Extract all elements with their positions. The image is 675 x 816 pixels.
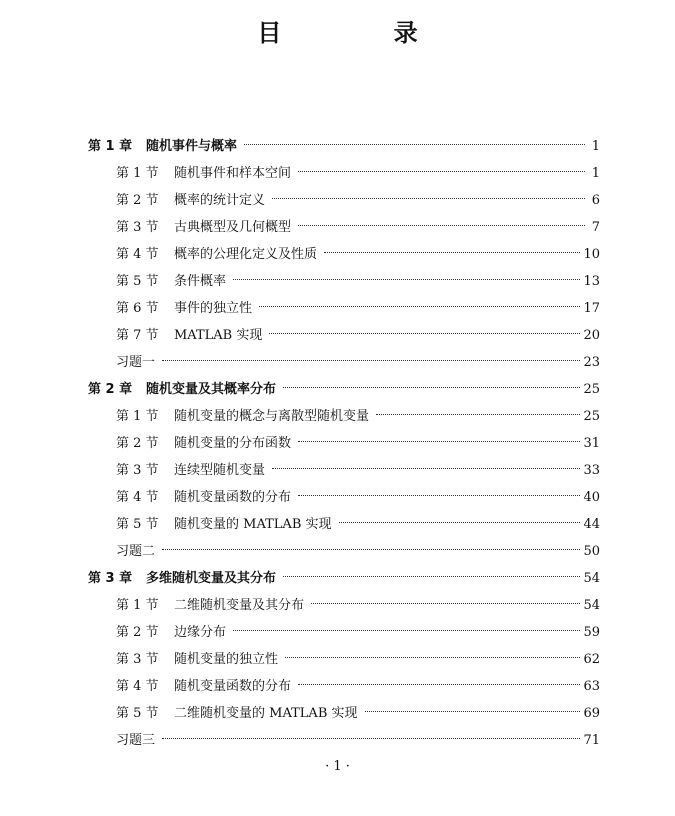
dot-leader [298,494,580,496]
toc-entry-title: 习题三 [116,733,156,748]
toc-entry-section [88,268,600,295]
toc-entry-title: 习题二 [116,544,156,559]
toc-entry-page: 6 [591,193,600,208]
table-of-contents [88,133,600,754]
dot-leader [244,143,585,145]
toc-entry-title: 随机变量的分布函数 [174,436,292,451]
dot-leader [324,251,580,253]
toc-entry-page: 44 [583,517,600,532]
toc-entry-section [88,214,600,241]
toc-entry-title: 随机变量函数的分布 [174,490,292,505]
toc-entry-title: 边缘分布 [174,625,227,640]
toc-entry-title: 二维随机变量及其分布 [174,598,305,613]
toc-entry-page: 1 [591,139,600,154]
toc-entry-number: 第 2 节 [116,436,159,451]
toc-entry-number: 第 1 节 [116,166,159,181]
toc-entry-number: 第 2 章 [88,382,133,397]
toc-entry-section [88,322,600,349]
toc-entry-number: 第 3 节 [116,220,159,235]
toc-entry-page: 23 [583,355,600,370]
dot-leader [233,629,580,631]
toc-entry-number: 第 5 节 [116,706,159,721]
dot-leader [283,575,580,577]
toc-entry-number: 第 6 节 [116,301,159,316]
toc-entry-section [88,430,600,457]
toc-entry-number: 第 5 节 [116,517,159,532]
toc-entry-number: 第 5 节 [116,274,159,289]
toc-entry-title: 多维随机变量及其分布 [146,571,277,586]
toc-entry-page: 69 [583,706,600,721]
toc-entry-title: 连续型随机变量 [174,463,266,478]
toc-entry-section [88,700,600,727]
toc-entry-number: 第 1 章 [88,139,133,154]
page-title: 目 录 [257,19,470,47]
dot-leader [162,737,580,739]
toc-entry-page: 17 [583,301,600,316]
dot-leader [339,521,581,523]
toc-entry-number: 第 4 节 [116,247,159,262]
toc-entry-page: 40 [583,490,600,505]
toc-entry-number: 第 1 节 [116,409,159,424]
toc-entry-exercise [88,727,600,754]
toc-entry-chapter [88,376,600,403]
toc-entry-title: 随机变量的 MATLAB 实现 [174,517,332,532]
dot-leader [298,224,585,226]
toc-entry-page: 54 [583,598,600,613]
toc-entry-page: 62 [583,652,600,667]
toc-entry-chapter [88,133,600,160]
toc-entry-section [88,403,600,430]
toc-entry-section [88,295,600,322]
toc-entry-title: 随机事件与概率 [146,139,238,154]
toc-entry-title: 概率的公理化定义及性质 [174,247,318,262]
dot-leader [162,359,580,361]
toc-entry-section [88,160,600,187]
toc-entry-number: 第 4 节 [116,490,159,505]
toc-entry-title: 随机变量及其概率分布 [146,382,277,397]
toc-entry-page: 50 [583,544,600,559]
dot-leader [298,440,580,442]
toc-entry-page: 10 [583,247,600,262]
toc-entry-title: 随机变量函数的分布 [174,679,292,694]
toc-entry-section [88,511,600,538]
toc-entry-page: 31 [583,436,600,451]
toc-entry-title: 习题一 [116,355,156,370]
toc-entry-number: 第 1 节 [116,598,159,613]
toc-entry-page: 25 [583,382,600,397]
toc-entry-title: 随机事件和样本空间 [174,166,292,181]
toc-entry-page: 63 [583,679,600,694]
dot-leader [269,332,580,334]
toc-entry-page: 33 [583,463,600,478]
dot-leader [233,278,580,280]
dot-leader [311,602,580,604]
toc-entry-number: 第 3 节 [116,652,159,667]
toc-entry-number: 第 2 节 [116,625,159,640]
dot-leader [298,170,585,172]
page-number-footer: · 1 · [325,759,350,774]
toc-entry-section [88,673,600,700]
toc-entry-exercise [88,349,600,376]
toc-entry-title: 事件的独立性 [174,301,253,316]
toc-entry-title: 概率的统计定义 [174,193,266,208]
dot-leader [376,413,580,415]
dot-leader [162,548,580,550]
toc-entry-page: 1 [591,166,600,181]
toc-entry-number: 第 2 节 [116,193,159,208]
toc-entry-page: 25 [583,409,600,424]
toc-entry-title: MATLAB 实现 [174,328,263,343]
toc-entry-title: 随机变量的独立性 [174,652,279,667]
toc-entry-section [88,619,600,646]
dot-leader [272,197,585,199]
dot-leader [259,305,580,307]
toc-entry-page: 54 [583,571,600,586]
toc-entry-number: 第 4 节 [116,679,159,694]
toc-entry-number: 第 3 节 [116,463,159,478]
toc-entry-page: 71 [583,733,600,748]
toc-entry-section [88,592,600,619]
toc-entry-title: 古典概型及几何概型 [174,220,292,235]
toc-entry-section [88,646,600,673]
dot-leader [283,386,580,388]
toc-entry-title: 条件概率 [174,274,227,289]
toc-entry-title: 二维随机变量的 MATLAB 实现 [174,706,358,721]
toc-entry-exercise [88,538,600,565]
toc-entry-section [88,484,600,511]
toc-entry-section [88,457,600,484]
toc-entry-number: 第 3 章 [88,571,133,586]
dot-leader [365,710,581,712]
dot-leader [285,656,580,658]
toc-entry-section [88,241,600,268]
toc-entry-page: 7 [591,220,600,235]
dot-leader [272,467,580,469]
toc-entry-section [88,187,600,214]
toc-entry-chapter [88,565,600,592]
toc-entry-title: 随机变量的概念与离散型随机变量 [174,409,370,424]
toc-entry-page: 13 [583,274,600,289]
toc-entry-number: 第 7 节 [116,328,159,343]
toc-entry-page: 59 [583,625,600,640]
toc-entry-page: 20 [583,328,600,343]
dot-leader [298,683,580,685]
